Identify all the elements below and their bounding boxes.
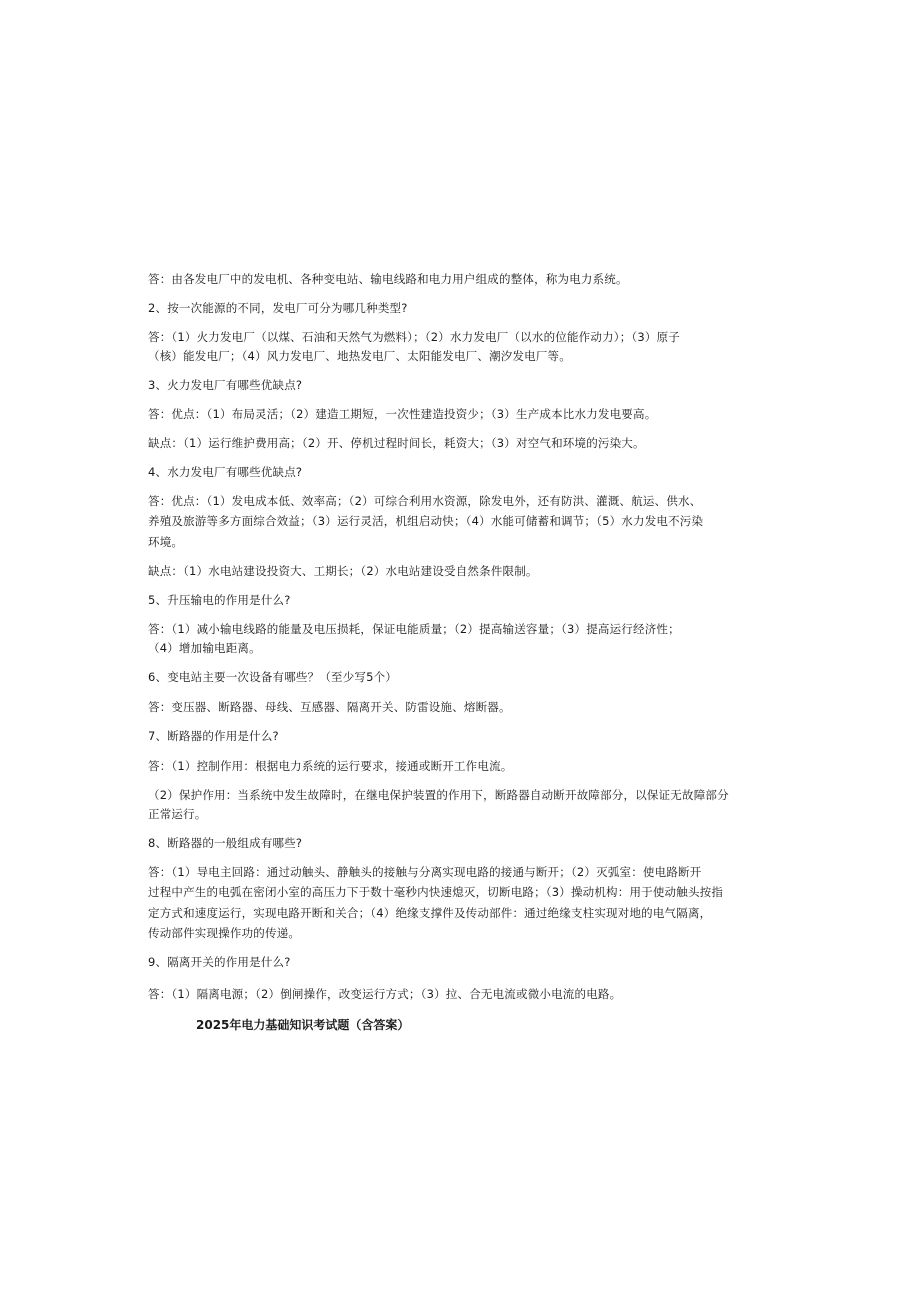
question-line: 6、变电站主要一次设备有哪些？（至少写5个） (148, 670, 398, 684)
question-line: 7、断路器的作用是什么? (148, 729, 279, 743)
question-line: 4、水力发电厂有哪些优缺点? (148, 465, 303, 479)
answer-line: （核）能发电厂；（4）风力发电厂、地热发电厂、太阳能发电厂、潮汐发电厂等。 (148, 349, 571, 363)
answer-line: 过程中产生的电弧在密闭小室的高压力下于数十毫秒内快速熄灭，切断电路；（3）操动机构：用于使动触头按指 (148, 885, 724, 899)
answer-line: 答：优点：（1）布局灵活；（2）建造工期短，一次性建造投资少；（3）生产成本比水力发电要高。 (148, 407, 657, 421)
answer-line: 传动部件实现操作功的传递。 (148, 926, 301, 940)
answer-line: 答：（1）火力发电厂（以煤、石油和天然气为燃料）；（2）水力发电厂（以水的位能作动力）；（3）原子 (148, 330, 680, 344)
answer-line: 养殖及旅游等多方面综合效益；（3）运行灵活，机组启动快；（4）水能可储蓄和调节；（5）水力发电不污染 (148, 514, 704, 528)
answer-line: 定方式和速度运行，实现电路开断和关合；（4）绝缘支撑件及传动部件：通过绝缘支柱实现对地的电气隔离， (148, 906, 712, 920)
answer-line: （2）保护作用：当系统中发生故障时，在继电保护装置的作用下，断路器自动断开故障部分，以保证无故障部分 (148, 788, 729, 802)
answer-line: 环境。 (148, 535, 184, 549)
answer-line: 正常运行。 (148, 807, 207, 821)
question-line: 8、断路器的一般组成有哪些? (148, 836, 303, 850)
answer-line: 答：（1）减小输电线路的能量及电压损耗，保证电能质量；（2）提高输送容量；（3）提高运行经济性； (148, 622, 680, 636)
question-line: 9、隔离开关的作用是什么? (148, 955, 291, 969)
answer-line: 缺点：（1）运行维护费用高；（2）开、停机过程时间长，耗资大；（3）对空气和环境的污染大。 (148, 436, 645, 450)
question-line: 3、火力发电厂有哪些优缺点? (148, 378, 303, 392)
question-line: 2、按一次能源的不同，发电厂可分为哪几种类型? (148, 301, 408, 315)
answer-line: 缺点：（1）水电站建设投资大、工期长；（2）水电站建设受自然条件限制。 (148, 564, 538, 578)
answer-line: 答：由各发电厂中的发电机、各种变电站、输电线路和电力用户组成的整体，称为电力系统。 (148, 272, 628, 286)
answer-line: 答：（1）控制作用：根据电力系统的运行要求，接通或断开工作电流。 (148, 759, 513, 773)
answer-line: 答：优点：（1）发电成本低、效率高；（2）可综合利用水资源，除发电外，还有防洪、灌溉、航运、供水、 (148, 494, 702, 508)
question-line: 5、升压输电的作用是什么? (148, 593, 291, 607)
document-title: 2025年电力基础知识考试题（含答案） (196, 1018, 410, 1032)
answer-line: 答：（1）导电主回路：通过动触头、静触头的接触与分离实现电路的接通与断开；（2）灭弧室：使电路断开 (148, 865, 702, 879)
answer-line: 答：（1）隔离电源；（2）倒闸操作，改变运行方式；（3）拉、合无电流或微小电流的电路。 (148, 987, 622, 1001)
answer-line: （4）增加输电距离。 (148, 641, 261, 655)
answer-line: 答：变压器、断路器、母线、互感器、隔离开关、防雷设施、熔断器。 (148, 700, 511, 714)
